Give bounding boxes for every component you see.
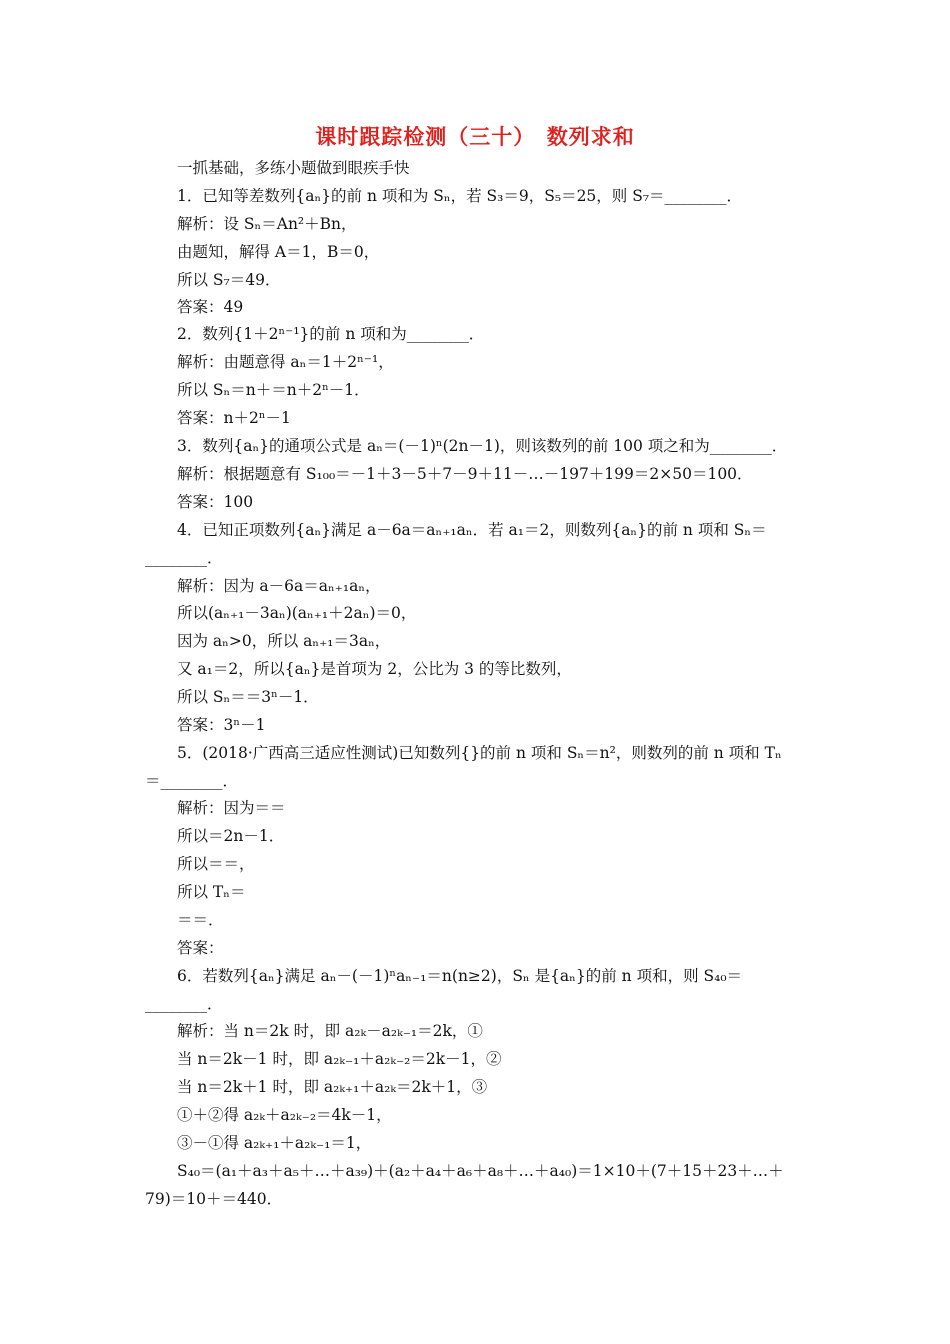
solution-line: 当 n＝2k－1 时，即 a₂ₖ₋₁＋a₂ₖ₋₂＝2k－1，② bbox=[177, 1050, 502, 1068]
solution-line: 所以＝2n－1． bbox=[177, 827, 285, 845]
question-5-blank: ＝________． bbox=[145, 772, 239, 790]
answer-line: 答案：3ⁿ－1 bbox=[177, 716, 266, 734]
solution-line: ①＋②得 a₂ₖ＋a₂ₖ₋₂＝4k－1， bbox=[177, 1106, 392, 1124]
answer-line: 答案：100 bbox=[177, 493, 254, 511]
solution-line: 解析：根据题意有 S₁₀₀＝－1＋3－5＋7－9＋11－…－197＋199＝2×50＝100． bbox=[177, 465, 753, 483]
solution-line: 所以 Sₙ＝＝3ⁿ－1． bbox=[177, 688, 319, 706]
solution-line: 因为 aₙ>0，所以 aₙ₊₁＝3aₙ， bbox=[177, 632, 391, 650]
answer-line: 答案：49 bbox=[177, 298, 244, 316]
solution-line: 解析：因为 a－6a＝aₙ₊₁aₙ， bbox=[177, 577, 381, 595]
solution-line: 所以 Tₙ＝ bbox=[177, 883, 246, 901]
solution-line: ＝＝． bbox=[177, 911, 224, 929]
question-1: 1．已知等差数列{aₙ}的前 n 项和为 Sₙ，若 S₃＝9，S₅＝25，则 S₇＝________． bbox=[177, 187, 743, 205]
question-4: 4．已知正项数列{aₙ}满足 a－6a＝aₙ₊₁aₙ．若 a₁＝2，则数列{aₙ}的前 n 项和 Sₙ＝ bbox=[177, 521, 767, 539]
solution-line: 解析：设 Sₙ＝An²＋Bn， bbox=[177, 215, 357, 233]
question-6-blank: ________． bbox=[145, 995, 223, 1013]
solution-line: S₄₀＝(a₁＋a₃＋a₅＋…＋a₃₉)＋(a₂＋a₄＋a₆＋a₈＋…＋a₄₀)＝1×10＋(7＋15＋23＋…＋ bbox=[177, 1162, 784, 1180]
question-5: 5．(2018·广西高三适应性测试)已知数列{}的前 n 项和 Sₙ＝n²，则数列的前 n 项和 Tₙ bbox=[177, 744, 782, 762]
solution-line: 所以 Sₙ＝n＋＝n＋2ⁿ－1． bbox=[177, 381, 370, 399]
question-2: 2．数列{1＋2ⁿ⁻¹}的前 n 项和为________． bbox=[177, 325, 485, 343]
solution-line: ③－①得 a₂ₖ₊₁＋a₂ₖ₋₁＝1， bbox=[177, 1134, 372, 1152]
solution-line: 解析：因为＝＝ bbox=[177, 799, 286, 817]
answer-line: 答案： bbox=[177, 939, 224, 957]
question-4-blank: ________． bbox=[145, 549, 223, 567]
solution-line: 解析：由题意得 aₙ＝1＋2ⁿ⁻¹， bbox=[177, 353, 394, 371]
solution-line: 所以(aₙ₊₁－3aₙ)(aₙ₊₁＋2aₙ)＝0， bbox=[177, 604, 417, 622]
solution-line: 79)＝10＋＝440． bbox=[145, 1190, 283, 1208]
answer-line: 答案：n＋2ⁿ－1 bbox=[177, 409, 291, 427]
solution-line: 解析：当 n＝2k 时，即 a₂ₖ－a₂ₖ₋₁＝2k，① bbox=[177, 1022, 483, 1040]
solution-line: 所以 S₇＝49． bbox=[177, 271, 281, 289]
solution-line: 所以＝＝， bbox=[177, 855, 255, 873]
question-6: 6．若数列{aₙ}满足 aₙ－(－1)ⁿaₙ₋₁＝n(n≥2)，Sₙ 是{aₙ}的前 n 项和，则 S₄₀＝ bbox=[177, 967, 743, 985]
solution-line: 当 n＝2k＋1 时，即 a₂ₖ₊₁＋a₂ₖ＝2k＋1，③ bbox=[177, 1078, 488, 1096]
question-3: 3．数列{aₙ}的通项公式是 aₙ＝(－1)ⁿ(2n－1)，则该数列的前 100 项之和为________． bbox=[177, 437, 788, 455]
section-heading: 一抓基础，多练小题做到眼疾手快 bbox=[177, 159, 410, 177]
solution-line: 又 a₁＝2，所以{aₙ}是首项为 2，公比为 3 的等比数列， bbox=[177, 660, 572, 678]
solution-line: 由题知，解得 A＝1，B＝0， bbox=[177, 243, 380, 261]
page-title: 课时跟踪检测（三十） 数列求和 bbox=[315, 125, 635, 149]
